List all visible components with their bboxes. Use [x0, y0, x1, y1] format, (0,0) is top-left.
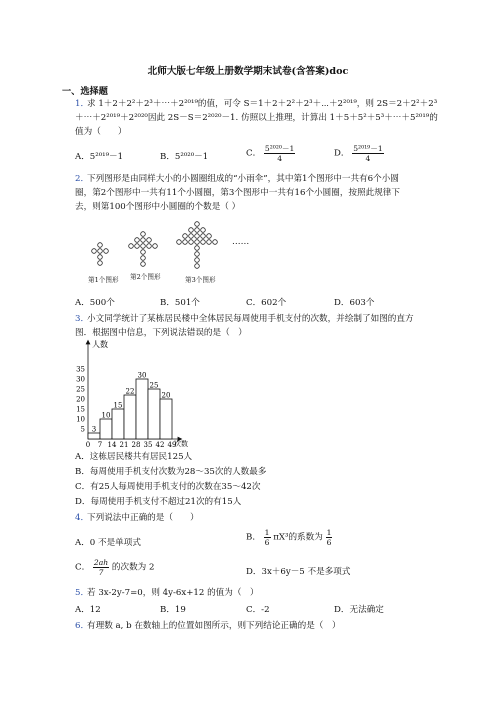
q3-option-d: D．每周使用手机支付不超过21次的有15人	[75, 497, 242, 507]
q1-option-d-numerator: 5²⁰¹⁹－1	[353, 144, 383, 153]
x-axis-title: 次数	[174, 440, 188, 448]
q1-option-d-fraction	[352, 144, 383, 163]
q4-option-b-numerator-2: 1	[326, 528, 332, 537]
q5-number: 5．	[75, 588, 90, 598]
q3-option-b: B．每周使用手机支付次数为28～35次的人数最多	[75, 467, 267, 477]
q3-option-a: A．这栋居民楼共有居民125人	[75, 452, 193, 462]
histogram-chart	[70, 338, 220, 450]
bar-value-label: 20	[161, 391, 171, 400]
y-tick-labels	[76, 366, 85, 434]
y-tick-label: 10	[76, 415, 85, 424]
umbrella-figure-1	[92, 243, 109, 266]
q4-option-d: D．3x＋6y－5 不是多项式	[246, 567, 351, 577]
x-tick-labels	[86, 441, 177, 449]
document-title: 北师大版七年级上册数学期末试卷(含答案)doc	[147, 66, 349, 77]
q4-option-b-numerator-1: 1	[264, 528, 270, 537]
histogram-bar	[88, 433, 100, 439]
q4-stem: 下列说法中正确的是（ ）	[87, 513, 199, 523]
x-tick-label: 28	[131, 441, 141, 449]
q4-option-b-fraction-2	[326, 528, 333, 547]
q2-line-2: 圈，第2个图形中一共有11个小圆圈，第3个图形中一共有16个小圆圈，按照此规律下	[75, 188, 400, 198]
q2-number: 2．	[75, 174, 90, 184]
q4-option-c-fraction	[93, 558, 109, 577]
bar-value-label: 3	[91, 425, 97, 434]
q4-number: 4．	[75, 513, 90, 523]
x-tick-label: 49	[167, 441, 177, 449]
q2-option-d: D．603个	[334, 298, 375, 308]
q5-option-c: C．-2	[246, 605, 270, 615]
x-tick-label: 0	[85, 441, 91, 449]
q5-stem: 若 3x-2y-7=0，则 4y-6x+12 的值为（ ）	[87, 588, 259, 598]
q4-option-c-numerator: 2ah	[93, 558, 109, 567]
x-tick-label: 35	[143, 441, 153, 449]
q2-option-b: B．501个	[160, 298, 200, 308]
q1-line-2: ＋⋯＋2²⁰¹⁹＋2²⁰²⁰因此 2S－S＝2²⁰²⁰－1. 仿照以上推理，计算出 1＋5＋5²＋5³＋⋯＋5²⁰¹⁹的	[75, 113, 438, 123]
bar-value-label: 22	[125, 387, 135, 396]
y-tick-label: 30	[76, 375, 85, 384]
q1-option-c-denominator: 4	[277, 154, 283, 163]
q2-option-c: C．602个	[246, 298, 287, 308]
q2-option-a: A．500个	[75, 298, 115, 308]
x-tick-label: 7	[97, 441, 103, 449]
q4-option-b-label: B．	[246, 532, 261, 543]
fig-1-label: 第1个图形	[88, 276, 119, 284]
q4-option-c-denominator: 7	[98, 568, 104, 577]
q4-option-c	[75, 558, 154, 577]
q4-option-b-denominator-2: 6	[326, 538, 332, 547]
q2-line-1: 下列图形是由同样大小的小圆圈组成的“小雨伞”，其中第1个图形中一共有6个小圆	[87, 174, 399, 184]
bar-value-label: 15	[113, 401, 123, 410]
q4-option-b	[246, 528, 332, 547]
umbrella-figure-2	[129, 232, 158, 267]
q1-option-d	[334, 144, 384, 163]
q6-stem: 有理数 a, b 在数轴上的位置如图所示，则下列结论正确的是（ ）	[87, 621, 341, 631]
histogram-bar	[112, 409, 124, 439]
y-axis-title: 人数	[92, 340, 108, 349]
q1-number: 1．	[75, 99, 90, 109]
y-tick-label: 35	[76, 365, 85, 374]
bar-value-label: 10	[101, 411, 111, 420]
x-tick-label: 14	[107, 441, 117, 449]
q1-option-a: A．5²⁰¹⁹－1	[75, 152, 124, 162]
q1-option-c-label: C．	[246, 148, 262, 159]
histogram-bar	[100, 419, 112, 439]
histogram-bar	[124, 395, 136, 439]
histogram-bar	[136, 379, 148, 439]
section-heading-choice: 一、选择题	[62, 86, 108, 97]
y-tick-label: 20	[76, 395, 85, 404]
fig-3-label: 第3个图形	[185, 276, 216, 284]
q3-option-c: C．有25人每周使用手机支付的次数在35～42次	[75, 482, 261, 492]
q1-line-3: 值为（ ）	[75, 127, 127, 137]
x-tick-label: 21	[119, 441, 129, 449]
q1-option-c-fraction	[264, 144, 295, 163]
fig-2-label: 第2个图形	[130, 273, 161, 281]
y-tick-label: 25	[76, 385, 85, 394]
q4-option-c-text: 的次数为 2	[111, 562, 155, 573]
q5-option-d: D．无法确定	[334, 605, 384, 615]
q3-line-2: 图．根据图中信息，下列说法错误的是（ ）	[75, 328, 247, 338]
q4-option-b-text: πX³的系数为	[273, 532, 323, 543]
q1-option-b: B．5²⁰²⁰－1	[160, 152, 209, 162]
bar-value-label: 25	[149, 381, 159, 390]
q3-line-1: 小文同学统计了某栋居民楼中全体居民每周使用手机支付的次数，并绘制了如图的直方	[87, 314, 414, 324]
q4-option-c-label: C．	[75, 562, 91, 573]
q5-option-a: A．12	[75, 605, 101, 615]
histogram-bar	[148, 389, 160, 439]
figure-ellipsis: ……	[232, 237, 250, 247]
q1-option-c	[246, 144, 295, 163]
q4-option-b-denominator-1: 6	[264, 538, 270, 547]
y-tick-label: 15	[76, 405, 85, 414]
histogram-bar	[160, 399, 172, 439]
q5-option-b: B．19	[160, 605, 186, 615]
bar-value-label: 30	[137, 371, 147, 380]
q4-option-a: A．0 不是单项式	[75, 538, 141, 548]
q1-line-1: 求 1＋2＋2²＋2³＋⋯＋2²⁰¹⁹的值，可令 S＝1＋2＋2²＋2³＋⋯＋2²⁰¹⁹，则 2S＝2＋2²＋2³	[87, 99, 438, 109]
q1-option-d-label: D．	[334, 148, 350, 159]
q6-number: 6．	[75, 621, 90, 631]
q2-line-3: 去，则第100个图形中小圆圈的个数是（ ）	[75, 202, 241, 212]
umbrella-figure-3	[177, 222, 218, 269]
q3-number: 3．	[75, 314, 90, 324]
q4-option-b-fraction-1	[264, 528, 271, 547]
q1-option-d-denominator: 4	[365, 154, 371, 163]
y-tick-label: 5	[80, 425, 85, 434]
q1-option-c-numerator: 5²⁰²⁰－1	[264, 144, 295, 153]
x-tick-label: 42	[155, 441, 165, 449]
